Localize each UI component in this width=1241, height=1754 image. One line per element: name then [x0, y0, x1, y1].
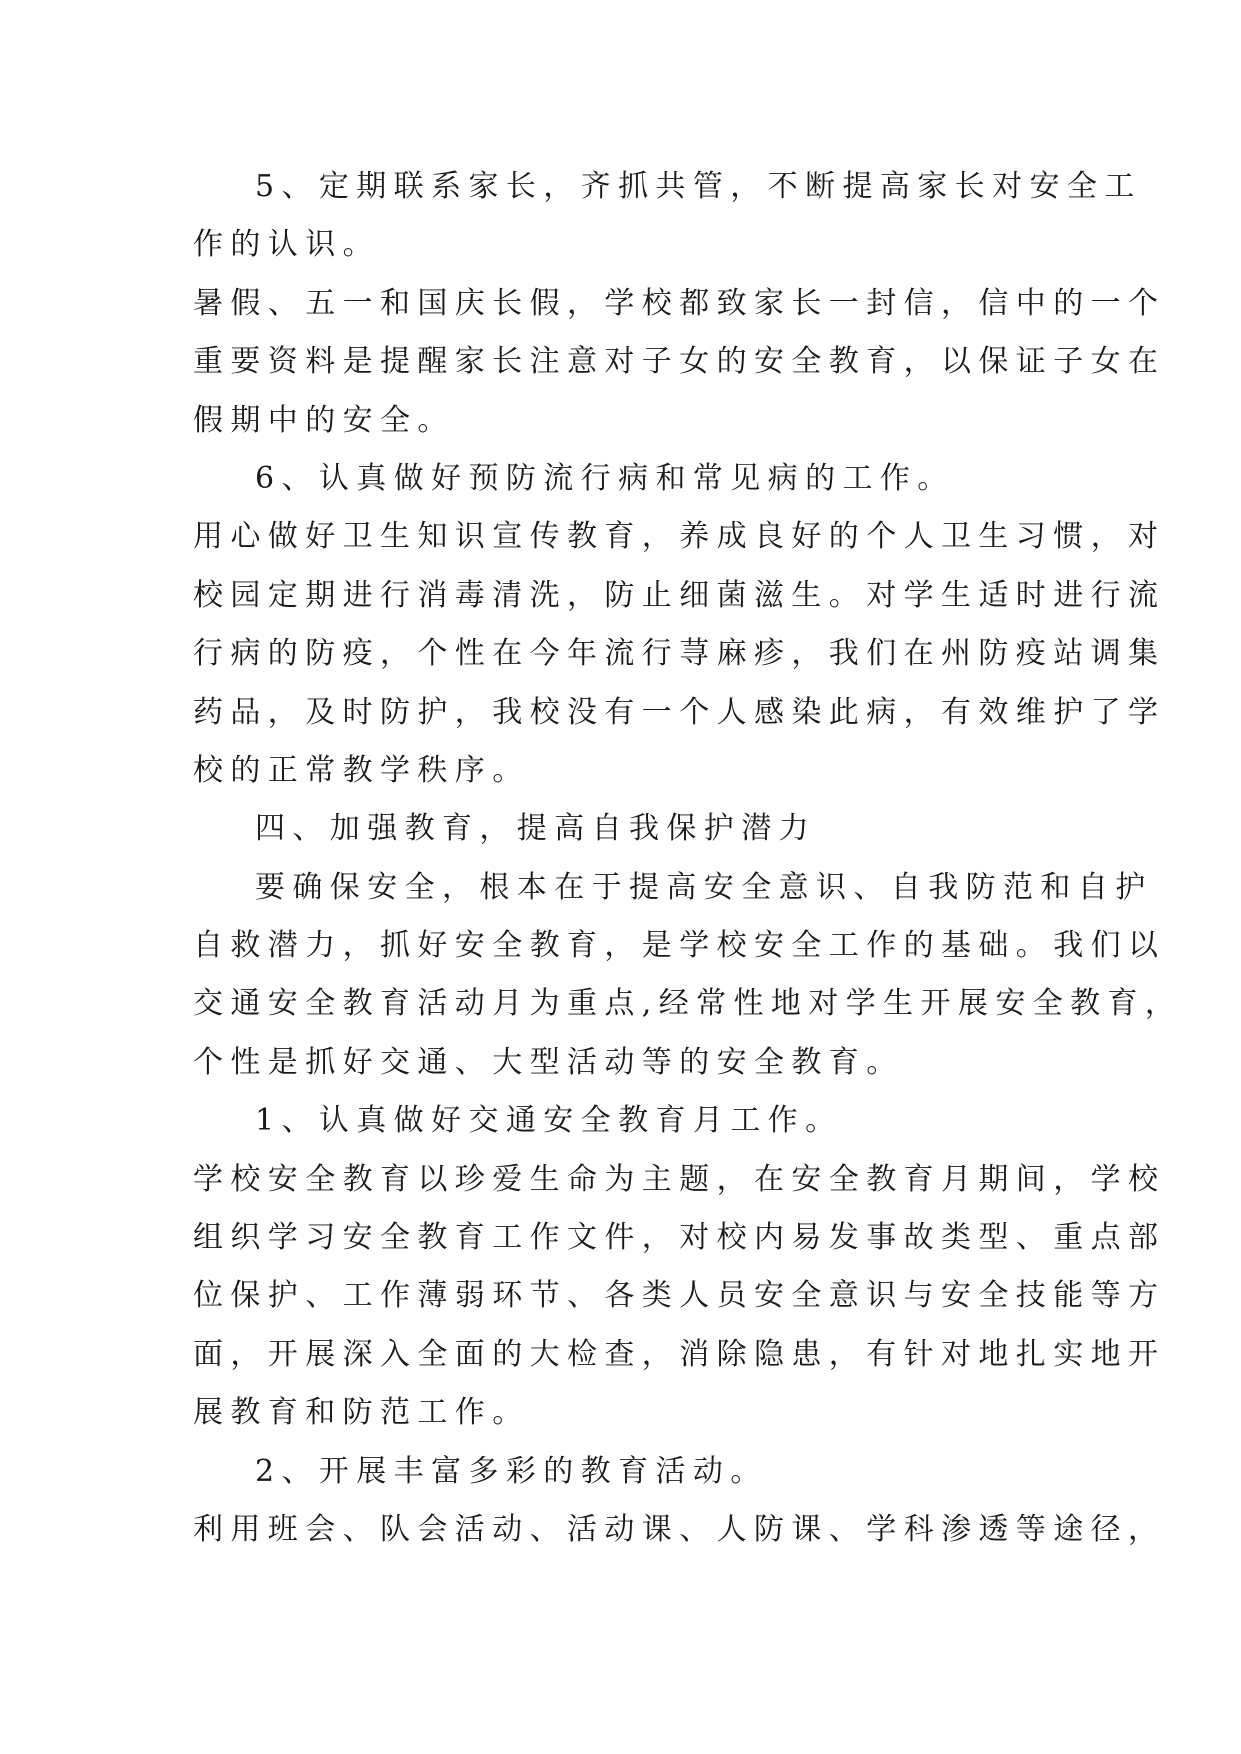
- text-line: 暑假、五一和国庆长假，学校都致家长一封信，信中的一个: [193, 285, 1166, 321]
- text-line: 6、认真做好预防流行病和常见病的工作。: [255, 460, 955, 496]
- text-line: 作的认识。: [193, 227, 380, 263]
- text-line: 展教育和防范工作。: [193, 1395, 530, 1431]
- text-line: 用心做好卫生知识宣传教育，养成良好的个人卫生习惯，对: [193, 519, 1166, 555]
- text-line: 重要资料是提醒家长注意对子女的安全教育，以保证子女在: [193, 344, 1166, 380]
- text-line: 假期中的安全。: [193, 402, 455, 438]
- text-line: 利用班会、队会活动、活动课、人防课、学科渗透等途径，: [193, 1511, 1166, 1547]
- text-line: 要确保安全，根本在于提高安全意识、自我防范和自护: [255, 869, 1153, 905]
- text-line: 药品，及时防护，我校没有一个人感染此病，有效维护了学: [193, 694, 1166, 730]
- text-line: 交通安全教育活动月为重点,经常性地对学生开展安全教育，: [193, 986, 1183, 1022]
- text-line: 5、定期联系家长，齐抓共管，不断提高家长对安全工: [255, 169, 1142, 204]
- document-page: [193, 158, 1183, 1559]
- text-line: 学校安全教育以珍爱生命为主题，在安全教育月期间，学校: [193, 1161, 1166, 1197]
- text-line: 1、认真做好交通安全教育月工作。: [255, 1103, 843, 1139]
- text-line: 面，开展深入全面的大检查，消除隐患，有针对地扎实地开: [193, 1336, 1166, 1372]
- text-line: 校的正常教学秩序。: [193, 752, 530, 788]
- text-line: 个性是抓好交通、大型活动等的安全教育。: [193, 1044, 904, 1080]
- text-line: 校园定期进行消毒清洗，防止细菌滋生。对学生适时进行流: [193, 577, 1166, 613]
- text-line: 组织学习安全教育工作文件，对校内易发事故类型、重点部: [193, 1220, 1166, 1256]
- text-line: 行病的防疫，个性在今年流行荨麻疹，我们在州防疫站调集: [193, 636, 1166, 672]
- text-line: 2、开展丰富多彩的教育活动。: [255, 1453, 768, 1489]
- text-line: 位保护、工作薄弱环节、各类人员安全意识与安全技能等方: [193, 1278, 1166, 1314]
- text-line: 自救潜力，抓好安全教育，是学校安全工作的基础。我们以: [193, 928, 1166, 964]
- section-heading: 四、加强教育，提高自我保护潜力: [255, 811, 816, 847]
